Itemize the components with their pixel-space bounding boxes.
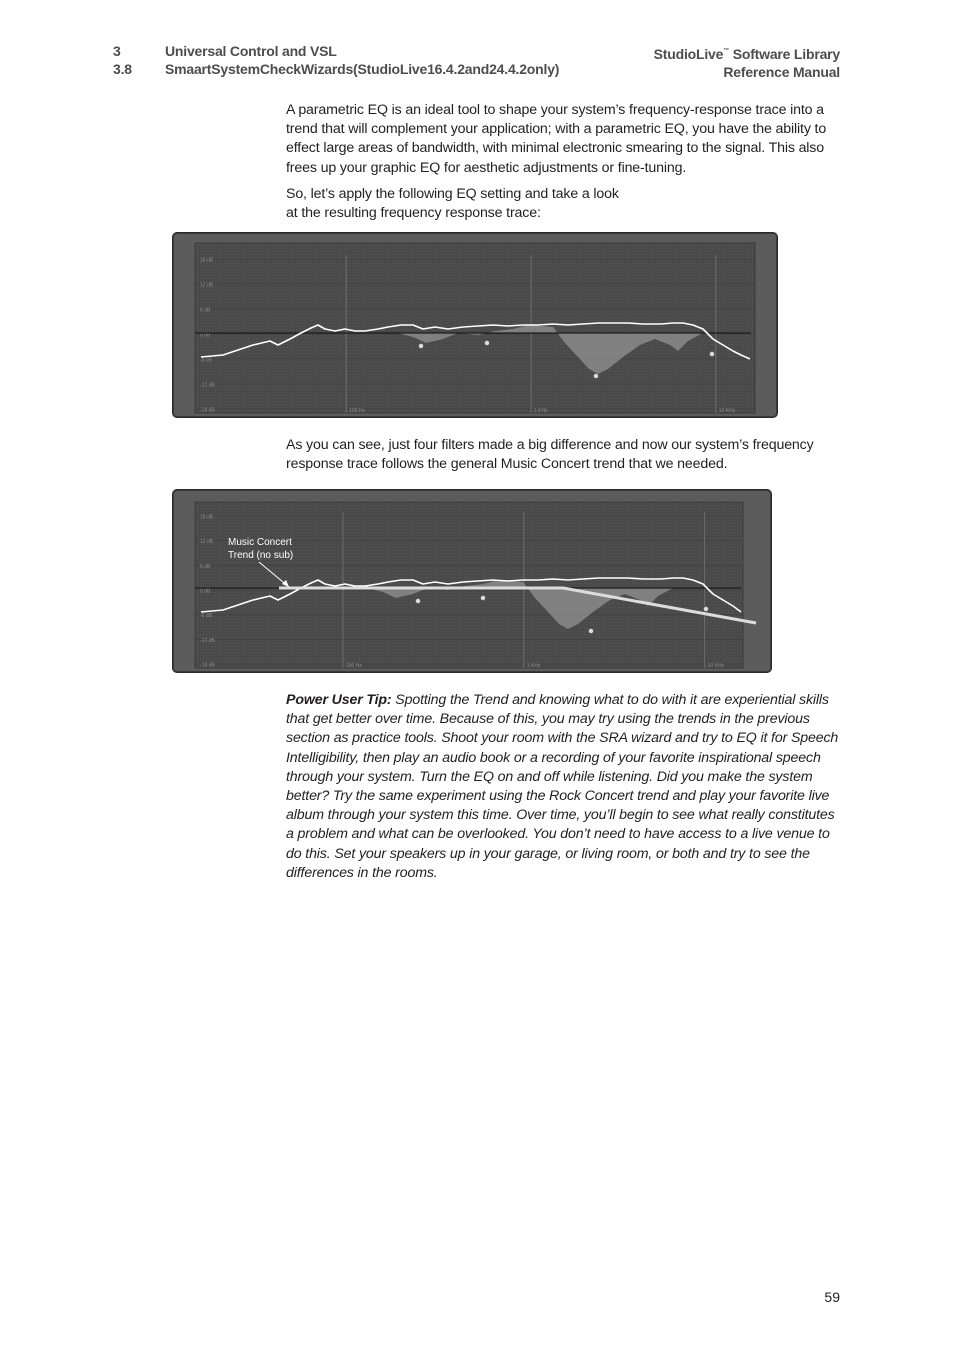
manual-heading: [654, 42, 840, 81]
paragraph-apply-eq: So, let’s apply the following EQ setting and take a look at the resulting frequency response trace:: [286, 186, 619, 222]
x-tick-label: 100 Hz: [345, 663, 362, 669]
y-tick-label: 18 dB: [200, 257, 214, 264]
paragraph-four-filters: As you can see, just four filters made a big difference and now our system’s frequency response trace follows the general Music Concert trend that we needed.: [286, 437, 814, 473]
y-tick-label: -12 dB: [200, 637, 215, 644]
tip-text: Spotting the Trend and knowing what to do with it are experiential skills that get better over time. Because of this, you may try using the trends in the previous section as practice tools. Shoot your room with the SRA wizard and try to EQ it for Speech Intelligibility, then play an audio book or a recording of your favorite inspirational speech through your system. Turn the EQ on and off while listening. Did you make the system better? Try the same experiment using the Rock Concert trend and play your favorite live album through your system this time. Over time, you’ll begin to see what really constitutes a problem and what can be overlooked. You don’t need to have access to a live venue to do this. Set your speakers up in your garage, or living room, or both and try to see the differences in the rooms.: [286, 692, 839, 881]
eq-graph-before-plot: [173, 233, 777, 417]
chapter-heading: [165, 42, 559, 78]
y-tick-label: 0 dB: [200, 332, 211, 339]
eq-graph-before: [173, 233, 777, 417]
y-tick-label: -12 dB: [200, 382, 215, 389]
paragraph-parametric-eq: A parametric EQ is an ideal tool to shape your system’s frequency-response trace into a trend that will complement your application; with a parametric EQ, you have the ability to effect large areas of bandwidth, with minimal electronic smearing to the signal. This also frees up your graphic EQ for aesthetic adjustments or fine-tuning.: [286, 102, 827, 176]
y-tick-label: 6 dB: [200, 563, 211, 570]
x-tick-label: 10 KHz: [718, 408, 736, 414]
music-concert-trend-label: Music Concert Trend (no sub): [228, 537, 294, 561]
y-tick-label: 6 dB: [200, 307, 211, 314]
chapter-title: Universal Control and VSL: [165, 43, 337, 59]
power-user-tip: [286, 691, 842, 883]
x-tick-label: 10 KHz: [707, 663, 725, 669]
section-title: SmaartSystemCheckWizards(StudioLive16.4.2and24.4.2only): [165, 61, 560, 77]
y-tick-label: 12 dB: [200, 282, 214, 289]
y-tick-label: 18 dB: [200, 514, 214, 521]
chapter-number: 3 3.8: [113, 42, 153, 78]
section-number: 3.8: [113, 61, 132, 77]
eq-graph-after-trend: [173, 490, 771, 672]
library-title: StudioLive™ Software Library: [653, 46, 840, 62]
x-tick-label: 100 Hz: [349, 408, 366, 414]
x-tick-label: 1 KHz: [526, 663, 541, 669]
manual-title: Reference Manual: [723, 64, 840, 80]
y-tick-label: -18 dB: [200, 407, 215, 414]
y-tick-label: 0 dB: [200, 588, 211, 595]
tip-label: Power User Tip:: [286, 692, 392, 708]
y-tick-label: -6 dB: [200, 357, 212, 364]
x-tick-label: 1 KHz: [534, 408, 548, 414]
y-tick-label: -18 dB: [200, 662, 215, 669]
eq-graph-after-trend-plot: [173, 490, 771, 672]
page-number: 59: [824, 1289, 840, 1305]
y-tick-label: -6 dB: [200, 613, 212, 620]
y-tick-label: 12 dB: [200, 539, 214, 546]
